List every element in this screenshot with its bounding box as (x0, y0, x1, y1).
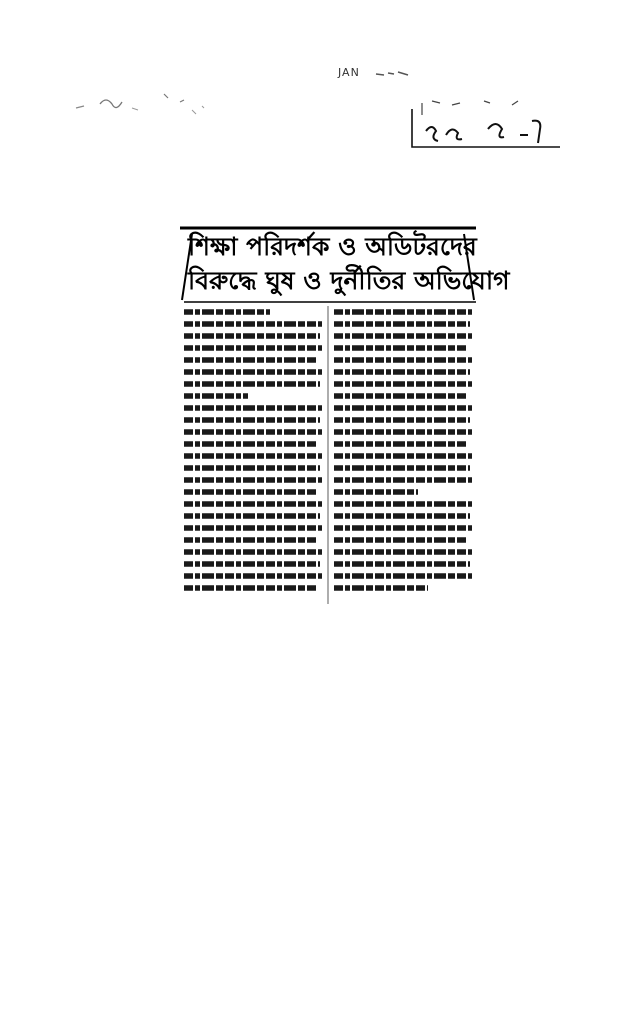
handwritten-date-note (392, 95, 560, 155)
article-body-illegible (178, 302, 478, 602)
margin-scribble (72, 88, 222, 128)
date-stamp-text: JAN (338, 66, 360, 79)
headline-line-1: শিক্ষা পরিদর্শক ও অডিটরদের (188, 232, 477, 261)
newspaper-clipping (178, 220, 510, 606)
stamp-smudge-mark (374, 69, 410, 79)
article-headline (188, 230, 510, 310)
headline-line-2: বিরুদ্ধে ঘুষ ও দুর্নীতির অভিযোগ (188, 266, 510, 295)
date-stamp (338, 66, 412, 82)
